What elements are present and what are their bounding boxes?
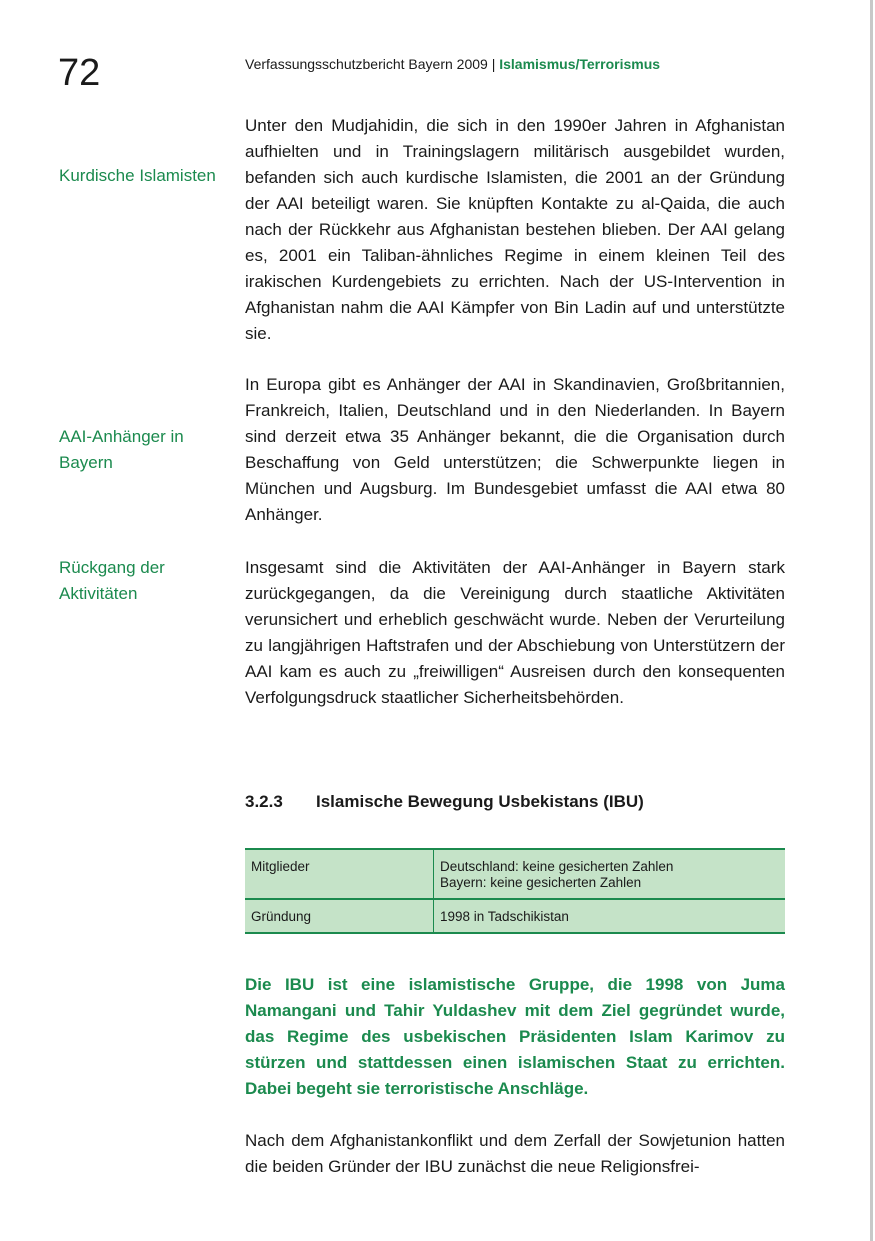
- section-heading-title: Islamische Bewegung Usbekistans (IBU): [316, 792, 644, 811]
- margin-note-decline: Rückgang der Aktivitäten: [59, 558, 165, 603]
- table-value-line: 1998 in Tadschikistan: [440, 909, 569, 924]
- page-number: 72: [58, 52, 101, 94]
- lead-paragraph: Die IBU ist eine islamistische Gruppe, die 1998 von Juma Namangani und Tahir Yuldashev mit dem Ziel gegründet wurde, das Regime des usbekischen Präsidenten Islam Karimov zu stürzen und stattdessen einen islamischen Staat zu errichten. Dabei begeht sie terroristische Anschläge.: [245, 975, 785, 1098]
- margin-note-aai-supporters: AAI-Anhänger in Bayern: [59, 427, 184, 472]
- table-row: [245, 899, 785, 933]
- table-value-line: Deutschland: keine gesicherten Zahlen: [440, 859, 674, 874]
- running-header: [245, 55, 660, 73]
- margin-note-kurdish-islamists: Kurdische Islamisten: [59, 166, 216, 185]
- body-paragraph: Unter den Mudjahidin, die sich in den 1990er Jahren in Afghanistan aufhielten und in Trainingslagern militärisch ausgebildet wurden, befanden sich auch kurdische Islamisten, die 2001 an der Gründung der AAI beteiligt waren. Sie knüpften Kontakte zu al-Qaida, die auch nach der Rückkehr aus Afghanistan bestehen blieben. Der AAI gelang es, 2001 ein Taliban-ähnliches Regime in einem kleinen Teil des irakischen Kurdengebiets zu errichten. Nach der US-Intervention in Afghanistan nahm die AAI Kämpfer von Bin Ladin auf und unterstützte sie.: [245, 116, 785, 343]
- section-heading: [245, 789, 644, 815]
- page-edge-rule: [870, 0, 873, 1241]
- table-key: Mitglieder: [245, 849, 434, 899]
- table-value-line: Bayern: keine gesicherten Zahlen: [440, 875, 642, 890]
- body-paragraph: Nach dem Afghanistankonflikt und dem Zerfall der Sowjetunion hatten die beiden Gründer der IBU zunächst die neue Religionsfrei-: [245, 1131, 785, 1176]
- section-number: 3.2.3: [245, 792, 283, 811]
- body-paragraph: In Europa gibt es Anhänger der AAI in Skandinavien, Großbritannien, Frankreich, Italien, Deutschland und in den Niederlanden. In Bayern sind derzeit etwa 35 Anhänger bekannt, die die Organisation durch Beschaffung von Geld unterstützen; die Schwerpunkte liegen in München und Augsburg. Im Bundesgebiet umfasst die AAI etwa 80 Anhänger.: [245, 375, 785, 524]
- table-value: [434, 899, 786, 933]
- table-row: [245, 849, 785, 899]
- facts-table: [245, 848, 785, 934]
- body-paragraph: Insgesamt sind die Aktivitäten der AAI-Anhänger in Bayern stark zurückgegangen, da die Vereinigung durch staatliche Aktivitäten verunsichert und erheblich geschwächt wurde. Neben der Verurteilung zu langjährigen Haftstrafen und der Abschiebung von Unterstützern der AAI kam es auch zu „freiwilligen“ Ausreisen durch den konsequenten Verfolgungsdruck staatlicher Sicherheitsbehörden.: [245, 558, 785, 707]
- section-title: Islamismus/Terrorismus: [499, 56, 661, 72]
- table-key: Gründung: [245, 899, 434, 933]
- table-value: [434, 849, 786, 899]
- report-title: Verfassungsschutzbericht Bayern 2009 |: [245, 56, 500, 72]
